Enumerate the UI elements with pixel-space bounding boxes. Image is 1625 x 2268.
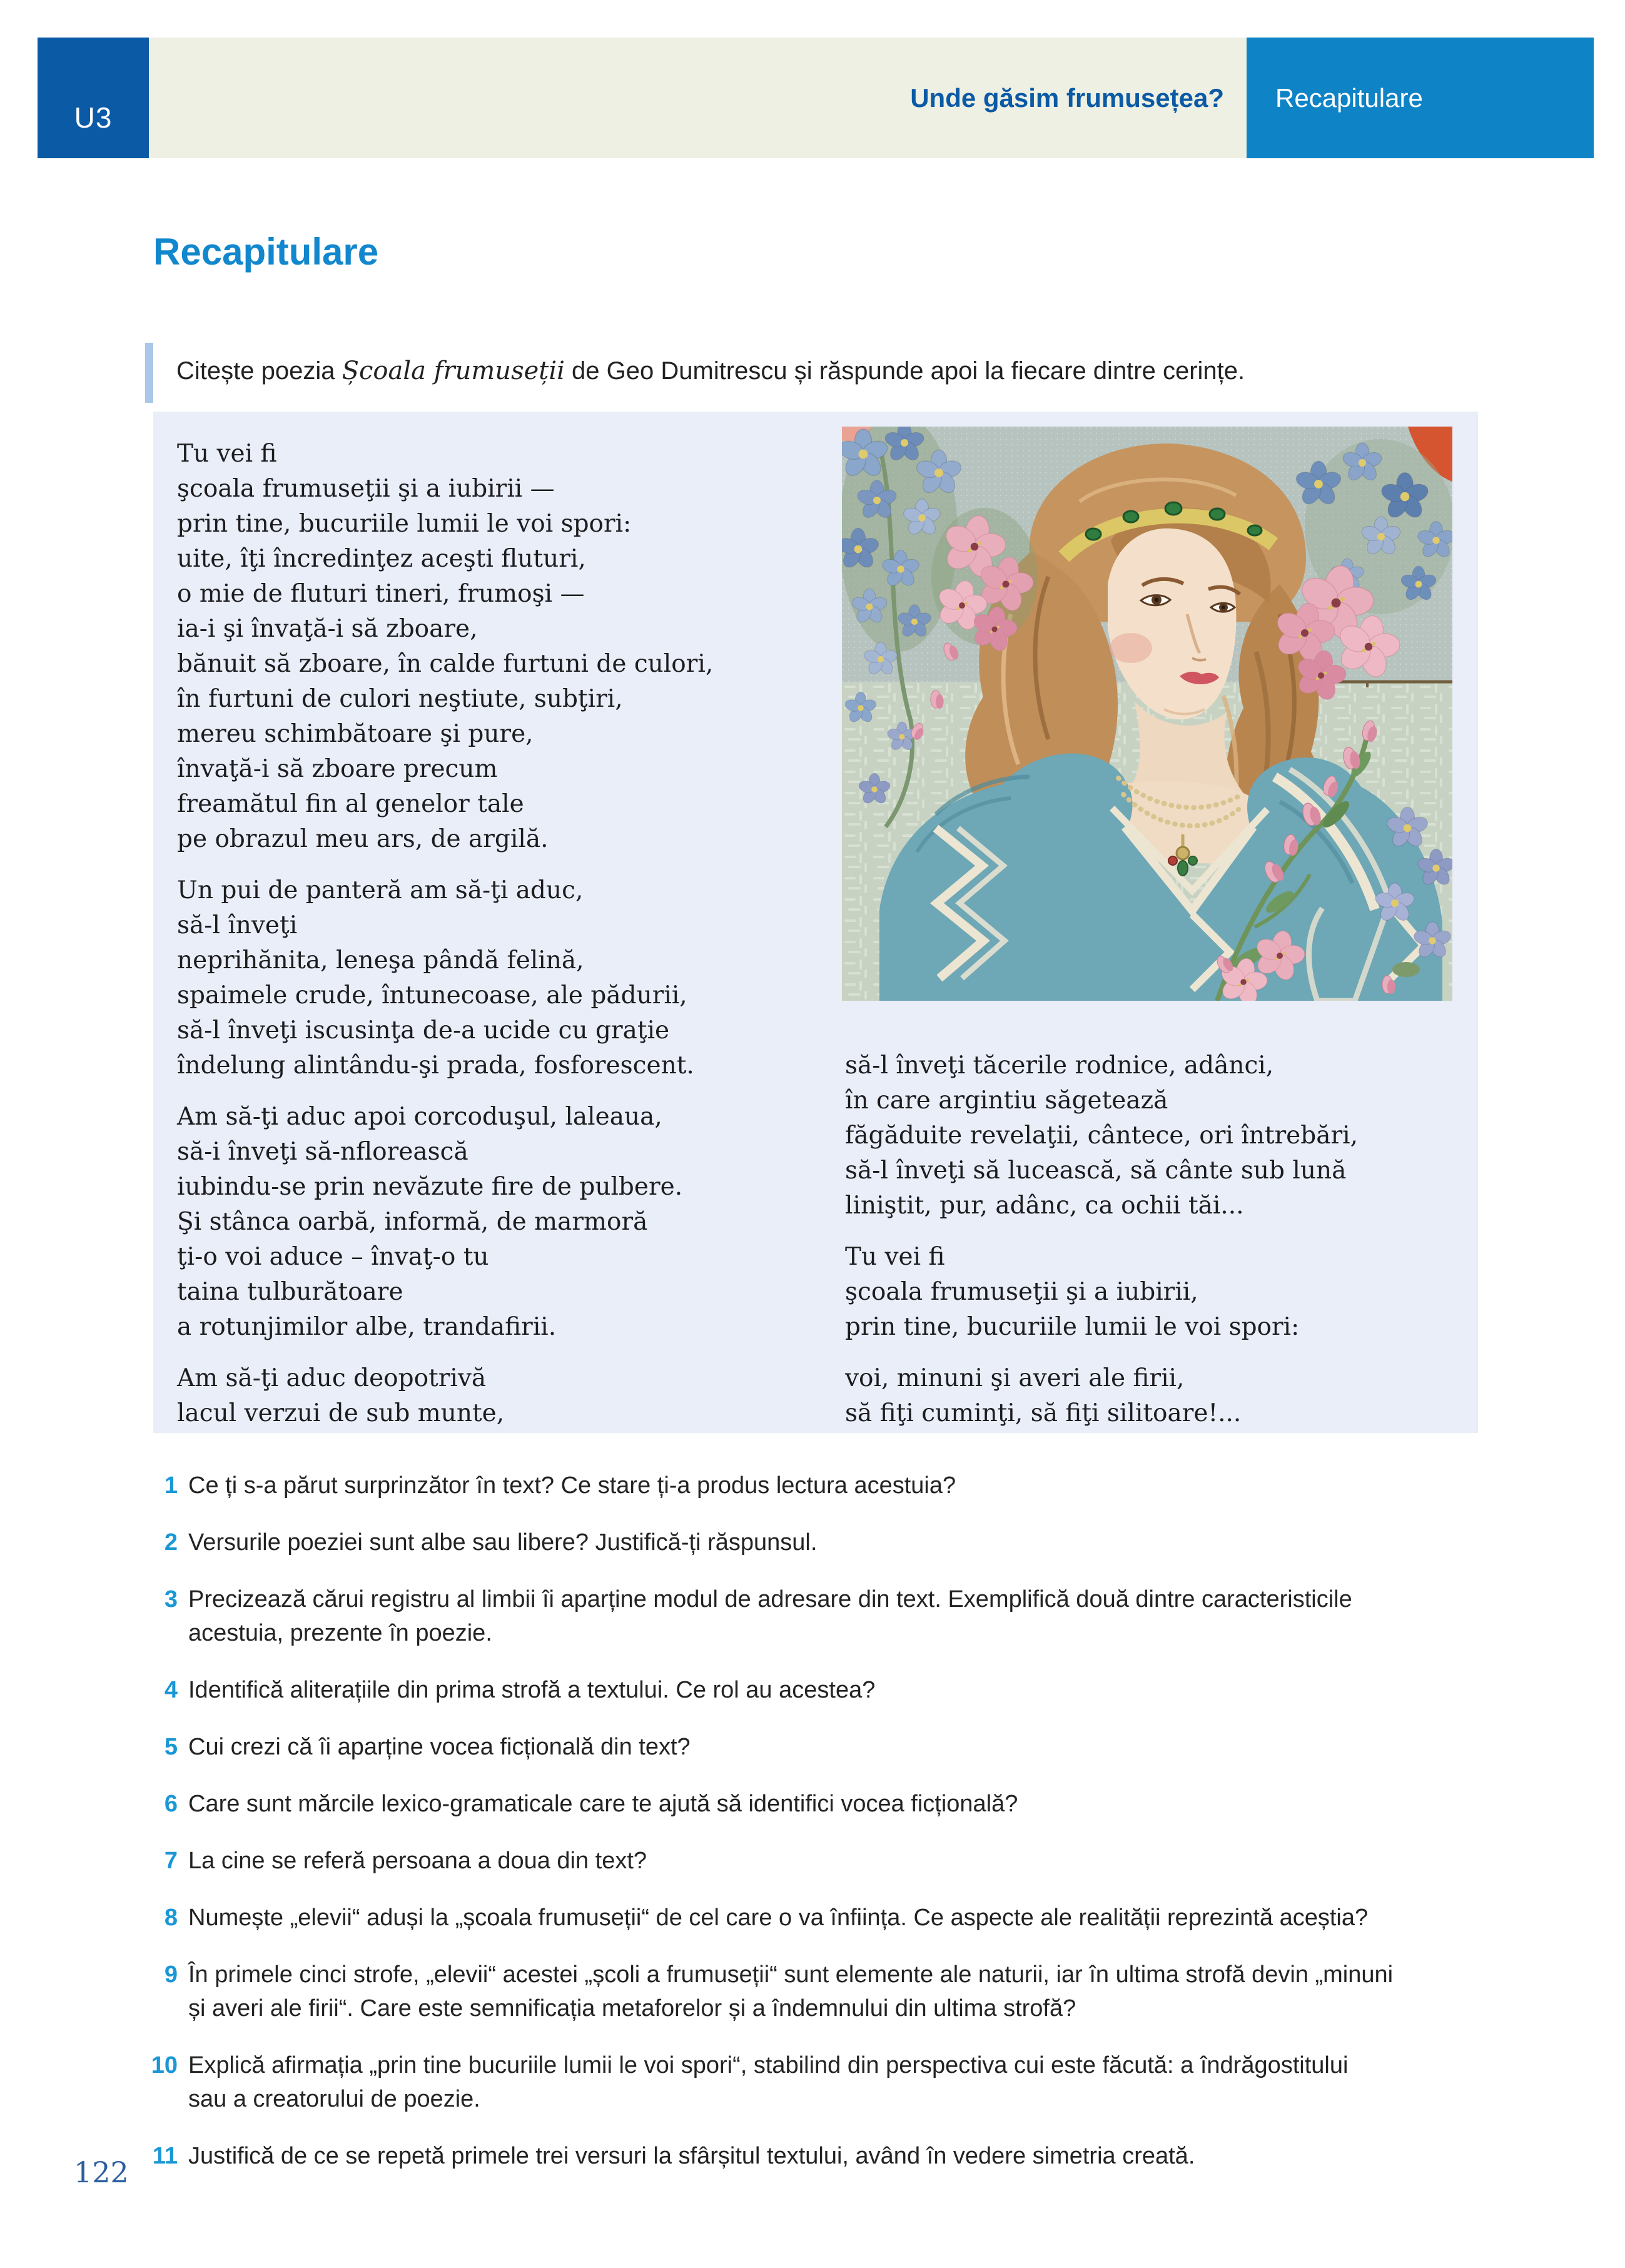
question-item: [145, 2139, 1496, 2173]
question-text: [188, 1673, 875, 1707]
question-item: [145, 1730, 1496, 1764]
poem-line: a rotunjimilor albe, trandafirii.: [177, 1313, 557, 1341]
question-text-line: Explică afirmația „prin tine bucuriile lumii le voi spori“, stabilind din perspectiva cui este făcută: a îndrăgostitului: [188, 2052, 1349, 2078]
poem-line: prin tine, bucuriile lumii le voi spori:: [177, 510, 632, 538]
poem-line: taina tulburătoare: [177, 1278, 403, 1306]
instruction-row: [145, 343, 1245, 403]
question-text: [188, 2048, 1348, 2116]
question-item: [145, 1469, 1496, 1502]
poem-stanza: [177, 1100, 713, 1345]
poem-line: ţi-o voi aduce – învaţ-o tu: [177, 1243, 489, 1271]
question-item: [145, 1844, 1496, 1878]
unit-title: Unde găsim frumusețea?: [910, 83, 1224, 113]
question-text-line: Justifică de ce se repetă primele trei versuri la sfârșitul textului, având în vedere simetria creată.: [188, 2143, 1195, 2169]
question-number: 9: [164, 1962, 178, 1988]
poem-line: să-l înveţi iscusinţa de-a ucide cu graţie: [177, 1016, 670, 1045]
poem-line: iubindu-se prin nevăzute fire de pulbere.: [177, 1173, 683, 1201]
poem-line: prin tine, bucuriile lumii le voi spori:: [845, 1313, 1300, 1341]
question-text-line: Cui crezi că îi aparține vocea ficțională din text?: [188, 1734, 691, 1760]
question-number: 10: [151, 2052, 178, 2078]
question-text-line: Versurile poeziei sunt albe sau libere? Justifică-ți răspunsul.: [188, 1529, 818, 1556]
poem-stanza: [177, 1361, 713, 1431]
question-number: 1: [164, 1472, 178, 1499]
pendant: [1177, 847, 1189, 859]
question-item: [145, 1958, 1496, 2025]
question-item: [145, 1582, 1496, 1650]
poem-line: Tu vei fi: [177, 440, 277, 468]
poem-line: făgăduite revelaţii, cântece, ori întrebări,: [845, 1121, 1358, 1150]
poem-line: spaimele crude, întunecoase, ale pădurii,: [177, 981, 687, 1010]
question-number: 4: [164, 1677, 178, 1703]
question-number: 11: [152, 2143, 178, 2169]
question-text: [188, 2139, 1195, 2173]
question-text: [188, 1469, 956, 1502]
question-text: [188, 1730, 691, 1764]
question-text-line: Identifică aliterațiile din prima strofă a textului. Ce rol au acestea?: [188, 1677, 876, 1703]
header-tab-label: Recapitulare: [1275, 83, 1423, 113]
poem-line: învaţă-i să zboare precum: [177, 755, 498, 783]
poem-illustration: [842, 427, 1452, 1001]
poem-line: să-l înveţi: [177, 911, 298, 939]
poem-stanza: [845, 1361, 1358, 1431]
question-text-line: Precizează cărui registru al limbii îi aparține modul de adresare din text. Exemplifică două dintre caracteristicile: [188, 1586, 1352, 1612]
poem-line: mereu schimbătoare şi pure,: [177, 720, 534, 748]
page-header-band: [38, 38, 1594, 158]
poem-line: să fiţi cuminţi, să fiţi silitoare!...: [845, 1399, 1242, 1427]
question-text-line: sau a creatorului de poezie.: [188, 2086, 480, 2112]
poem-box: [153, 412, 1478, 1433]
poem-line: voi, minuni şi averi ale firii,: [845, 1364, 1185, 1392]
question-item: [145, 1901, 1496, 1935]
instruction-before: Citește poezia: [176, 357, 342, 385]
poem-line: o mie de fluturi tineri, frumoşi —: [177, 580, 585, 608]
question-text: [188, 1844, 647, 1878]
question-text: [188, 1526, 817, 1559]
poem-right-column: [845, 1048, 1358, 1447]
poem-line: bănuit să zboare, în calde furtuni de culori,: [177, 650, 714, 678]
poem-line: neprihănita, leneşa pândă felină,: [177, 946, 584, 975]
question-number: 8: [164, 1905, 178, 1931]
question-item: [145, 1673, 1496, 1707]
question-number: 2: [164, 1529, 178, 1556]
poem-line: pe obrazul meu ars, de argilă.: [177, 825, 549, 853]
unit-badge: [38, 38, 149, 158]
poem-line: ia-i şi învaţă-i să zboare,: [177, 615, 478, 643]
poem-line: lacul verzui de sub munte,: [177, 1399, 505, 1427]
page-title: Recapitulare: [153, 231, 379, 273]
poem-line: Şi stânca oarbă, informă, de marmoră: [177, 1208, 648, 1236]
question-number: 3: [164, 1586, 178, 1612]
poem-stanza: [177, 873, 713, 1083]
question-item: [145, 2048, 1496, 2116]
poem-line: să-l înveţi tăcerile rodnice, adânci,: [845, 1051, 1274, 1080]
question-text-line: și averi ale firii“. Care este semnificația metaforelor și a îndemnului din ultima strofă?: [188, 1995, 1076, 2022]
poem-line: Un pui de panteră am să-ţi aduc,: [177, 876, 584, 904]
instruction-accent-bar: [145, 343, 153, 403]
cheek-blush: [1110, 633, 1152, 663]
question-text-line: În primele cinci strofe, „elevii“ acestei „școli a frumuseții“ sunt elemente ale naturii, iar în ultima strofă devin „minuni: [188, 1962, 1394, 1988]
question-text: [188, 1901, 1368, 1935]
poem-line: în care argintiu săgetează: [845, 1086, 1168, 1115]
question-text-line: La cine se referă persoana a doua din text?: [188, 1848, 647, 1874]
poem-line: Am să-ţi aduc apoi corcoduşul, laleaua,: [177, 1103, 662, 1131]
poem-stanza: [845, 1048, 1358, 1223]
poem-line: freamătul fin al genelor tale: [177, 790, 524, 818]
question-text-line: Care sunt mărcile lexico-gramaticale care te ajută să identifici vocea ficțională?: [188, 1791, 1018, 1817]
poem-title-italic: Școala frumuseții: [342, 357, 565, 385]
poem-line: Am să-ţi aduc deopotrivă: [177, 1364, 487, 1392]
question-list: [145, 1469, 1496, 2196]
poem-line: liniştit, pur, adânc, ca ochii tăi...: [845, 1192, 1244, 1220]
question-text-line: acestuia, prezente în poezie.: [188, 1620, 492, 1646]
instruction-text: [176, 357, 1245, 403]
question-number: 6: [164, 1791, 178, 1817]
poem-line: Tu vei fi: [845, 1243, 945, 1271]
question-item: [145, 1787, 1496, 1821]
question-text: [188, 1582, 1352, 1650]
question-item: [145, 1526, 1496, 1559]
question-text-line: Numește „elevii“ aduși la „școala frumuseții“ de cel care o va înființa. Ce aspecte ale realității reprezintă aceștia?: [188, 1905, 1369, 1931]
instruction-after: de Geo Dumitrescu și răspunde apoi la fiecare dintre cerințe.: [564, 357, 1245, 385]
question-number: 7: [164, 1848, 178, 1874]
poem-line: să-i înveţi să-nflorească: [177, 1138, 468, 1166]
question-text: [188, 1787, 1018, 1821]
header-tab-recapitulare: [1247, 38, 1594, 158]
poem-line: îndelung alintându-şi prada, fosforescent.: [177, 1051, 694, 1080]
poem-line: uite, îţi încredinţez aceşti fluturi,: [177, 545, 586, 573]
poem-line: şcoala frumuseţii şi a iubirii,: [845, 1278, 1198, 1306]
question-number: 5: [164, 1734, 178, 1760]
question-text-line: Ce ți s-a părut surprinzător în text? Ce stare ți-a produs lectura acestuia?: [188, 1472, 956, 1499]
question-text: [188, 1958, 1393, 2025]
poem-stanza: [845, 1240, 1358, 1345]
page-number: 122: [74, 2155, 129, 2189]
poem-stanza: [177, 437, 713, 857]
poem-line: şcoala frumuseţii şi a iubirii —: [177, 475, 555, 503]
poem-left-column: [177, 437, 713, 1447]
poem-line: în furtuni de culori neştiute, subţiri,: [177, 685, 623, 713]
unit-label: U3: [74, 101, 113, 134]
header-strip: [149, 38, 1247, 158]
poem-line: să-l înveţi să lucească, să cânte sub lună: [845, 1157, 1347, 1185]
